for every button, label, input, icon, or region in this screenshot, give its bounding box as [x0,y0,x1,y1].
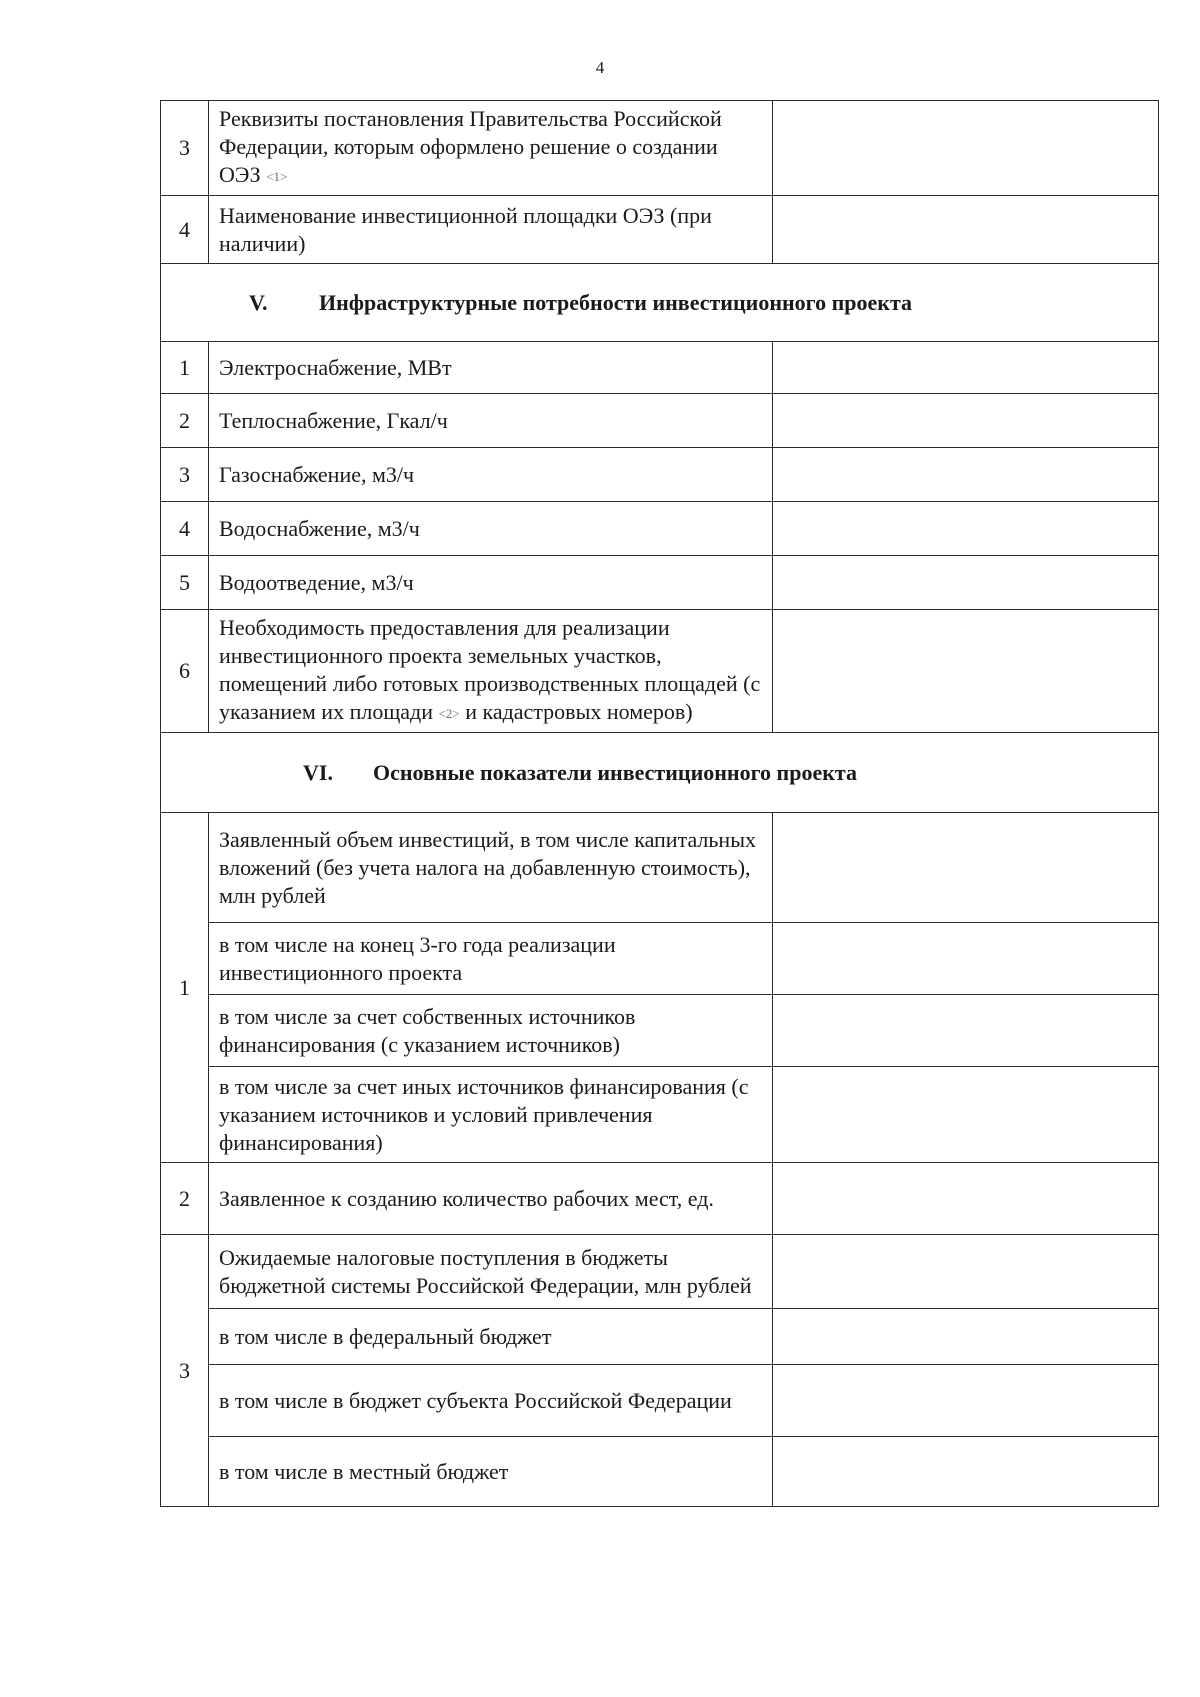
table-row [161,342,1159,394]
row-label: Ожидаемые налоговые поступления в бюджеты бюджетной системы Российской Федерации, млн рублей [209,1235,773,1309]
application-form-table [160,100,1159,1507]
row-label: Водоотведение, м3/ч [209,556,773,610]
section-number: V. [249,289,268,315]
row-label: Водоснабжение, м3/ч [209,502,773,556]
table-row [161,502,1159,556]
section-heading-row [161,733,1159,813]
row-label: Теплоснабжение, Гкал/ч [209,394,773,448]
row-number: 1 [161,813,209,1163]
row-label: в том числе за счет собственных источников финансирования (с указанием источников) [209,995,773,1067]
table-row [161,448,1159,502]
value-cell[interactable] [773,1309,1159,1365]
footnote-ref: <2> [438,706,460,721]
table-row [161,1309,1159,1365]
row-label: в том числе за счет иных источников финансирования (с указанием источников и условий привлечения финансирования) [209,1067,773,1163]
table-row [161,196,1159,264]
value-cell[interactable] [773,1365,1159,1437]
row-number: 2 [161,394,209,448]
table-row [161,1163,1159,1235]
value-cell[interactable] [773,394,1159,448]
row-label: в том числе в бюджет субъекта Российской Федерации [209,1365,773,1437]
row-number: 4 [161,502,209,556]
row-number: 3 [161,448,209,502]
section-heading [161,733,1159,813]
value-cell[interactable] [773,610,1159,733]
row-number: 2 [161,1163,209,1235]
table-row [161,610,1159,733]
row-label-text: Реквизиты постановления Правительства Российской Федерации, которым оформлено решение о создании ОЭЗ [219,106,722,187]
row-number: 6 [161,610,209,733]
row-label [209,101,773,196]
value-cell[interactable] [773,342,1159,394]
value-cell[interactable] [773,196,1159,264]
value-cell[interactable] [773,556,1159,610]
row-number: 3 [161,1235,209,1507]
table-row [161,1437,1159,1507]
section-heading-row [161,264,1159,342]
value-cell[interactable] [773,995,1159,1067]
row-number: 4 [161,196,209,264]
row-label: в том числе на конец 3-го года реализации инвестиционного проекта [209,923,773,995]
table-row [161,1067,1159,1163]
section-number: VI. [303,759,333,785]
row-number: 5 [161,556,209,610]
section-title: Основные показатели инвестиционного проекта [373,759,857,785]
table-row [161,813,1159,923]
value-cell[interactable] [773,448,1159,502]
section-heading [161,264,1159,342]
page-number: 4 [595,58,605,77]
value-cell[interactable] [773,502,1159,556]
table-row [161,394,1159,448]
row-label: в том числе в местный бюджет [209,1437,773,1507]
row-label-text: Необходимость предоставления для реализации инвестиционного проекта земельных участков, помещений либо готовых производственных площадей (с указанием их площади [219,615,761,724]
value-cell[interactable] [773,1163,1159,1235]
table-row [161,556,1159,610]
row-label-text: и кадастровых номеров) [465,699,693,724]
value-cell[interactable] [773,1235,1159,1309]
row-number: 3 [161,101,209,196]
row-label [209,610,773,733]
row-label: Газоснабжение, м3/ч [209,448,773,502]
value-cell[interactable] [773,1067,1159,1163]
footnote-ref: <1> [266,169,288,184]
row-label: в том числе в федеральный бюджет [209,1309,773,1365]
section-title: Инфраструктурные потребности инвестиционного проекта [319,289,913,315]
table-row [161,101,1159,196]
row-label: Заявленный объем инвестиций, в том числе капитальных вложений (без учета налога на добавленную стоимость), млн рублей [209,813,773,923]
value-cell[interactable] [773,101,1159,196]
value-cell[interactable] [773,1437,1159,1507]
value-cell[interactable] [773,813,1159,923]
row-label: Электроснабжение, МВт [209,342,773,394]
table-row [161,1365,1159,1437]
row-number: 1 [161,342,209,394]
row-label: Заявленное к созданию количество рабочих мест, ед. [209,1163,773,1235]
table-row [161,995,1159,1067]
row-label: Наименование инвестиционной площадки ОЭЗ (при наличии) [209,196,773,264]
value-cell[interactable] [773,923,1159,995]
table-row [161,1235,1159,1309]
table-row [161,923,1159,995]
